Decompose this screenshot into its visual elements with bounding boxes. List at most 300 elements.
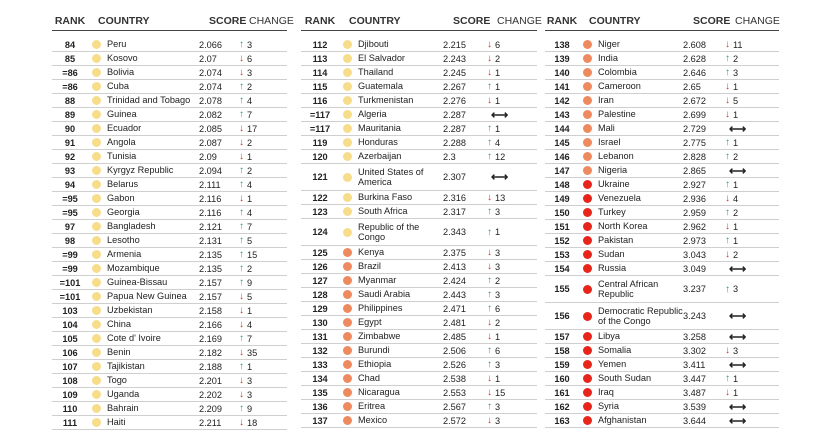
country-name: Cote d' Ivoire [107,333,161,344]
country-name: Armenia [107,249,142,260]
table-row [545,206,779,220]
score-cell: 2.481 [443,317,466,328]
country-name: Tajikistan [107,361,145,372]
score-cell: 2.729 [683,123,706,134]
rank-cell: 114 [312,67,328,78]
table-row [545,220,779,234]
score-cell: 2.215 [443,39,466,50]
rank-cell: 104 [62,319,78,330]
rank-cell: 163 [554,415,570,426]
table-row [545,358,779,372]
country-cell [339,39,443,50]
country-cell [579,263,683,274]
score-cell: 2.471 [443,303,466,314]
score-cell: 2.131 [199,235,222,246]
country-name: Mali [598,123,615,134]
table-row [52,416,287,430]
table-row [545,400,779,414]
header-country: COUNTRY [349,15,401,27]
peace-level-dot-icon [92,362,101,371]
country-cell [339,206,443,217]
country-cell [579,387,683,398]
ranking-column-1 [52,12,294,430]
rank-cell: 158 [554,345,570,356]
change-cell [487,206,537,217]
arrow-up-icon: ↑ [487,206,492,217]
table-row [52,38,287,52]
score-cell: 2.116 [199,193,222,204]
table-header [545,12,779,31]
rank-cell: 143 [554,109,570,120]
rank-cell: 149 [554,193,570,204]
country-name: Uganda [107,389,140,400]
peace-level-dot-icon [583,124,592,133]
country-name: Mexico [358,415,388,426]
score-cell: 2.074 [199,67,222,78]
rank-cell: 109 [62,389,78,400]
rank-cell: 103 [62,305,78,316]
rank-cell: 111 [62,417,78,428]
country-cell [579,53,683,64]
country-cell [88,207,199,218]
change-value: 9 [247,403,253,414]
change-cell [725,330,779,344]
rank-cell: 140 [554,67,570,78]
country-name: Honduras [358,137,398,148]
header-change: CHANGE [497,15,542,27]
table-row [301,316,537,330]
table-row [52,164,287,178]
change-cell [725,179,779,190]
country-cell [88,39,199,50]
country-name: Philippines [358,303,403,314]
arrow-down-icon: ↓ [725,193,730,204]
change-value: 1 [495,67,501,78]
change-value: 2 [733,53,739,64]
peace-level-dot-icon [343,248,352,257]
arrow-up-icon: ↑ [239,249,244,260]
table-row [301,414,537,428]
change-value: 9 [247,277,253,288]
country-cell [579,221,683,232]
table-row [545,122,779,136]
peace-level-dot-icon [583,388,592,397]
peace-level-dot-icon [583,360,592,369]
peace-level-dot-icon [343,40,352,49]
change-value: 3 [247,389,253,400]
change-value: 15 [495,387,506,398]
country-name: Israel [598,137,621,148]
rank-cell: 110 [62,403,78,414]
score-cell: 3.539 [683,401,706,412]
change-cell [487,39,537,50]
change-value: 2 [247,263,253,274]
change-cell [239,53,287,64]
score-cell: 2.343 [443,227,466,237]
table-row [301,344,537,358]
arrow-up-icon: ↑ [239,95,244,106]
change-value: 2 [247,81,253,92]
header-change: CHANGE [249,15,294,27]
table-row [52,290,287,304]
arrow-down-icon: ↓ [725,345,730,356]
country-name: Belarus [107,179,139,190]
peace-level-dot-icon [583,138,592,147]
peace-level-dot-icon [92,306,101,315]
rank-cell: =95 [62,207,78,218]
peace-level-dot-icon [92,348,101,357]
table-row [545,66,779,80]
arrow-up-icon: ↑ [725,53,730,64]
rank-cell: 136 [312,401,328,412]
country-cell [579,359,683,370]
table-row [545,80,779,94]
table-body [301,38,537,428]
peace-level-dot-icon [92,278,101,287]
change-cell [725,400,779,414]
table-row [545,330,779,344]
country-name: Azerbaijan [358,151,402,162]
rank-cell: 159 [554,359,570,370]
change-cell [239,81,287,92]
score-cell: 2.209 [199,403,222,414]
change-value: 18 [247,417,258,428]
rank-cell: 153 [554,249,570,260]
header-score: SCORE [693,15,731,27]
country-cell [579,306,683,327]
peace-level-dot-icon [583,312,592,321]
country-name: Sudan [598,249,625,260]
country-name: Tunisia [107,151,137,162]
score-cell: 2.121 [199,221,222,232]
score-cell: 2.245 [443,67,466,78]
change-cell [487,247,537,258]
rank-cell: 85 [64,53,76,64]
country-name: Democratic Republic of the Congo [598,305,683,326]
country-name: El Salvador [358,53,405,64]
change-cell [725,387,779,398]
rank-cell: 147 [554,165,570,176]
country-cell [579,39,683,50]
table-header [52,12,294,31]
score-cell: 2.973 [683,235,706,246]
peace-level-dot-icon [583,68,592,77]
header-rank: RANK [304,15,336,27]
peace-level-dot-icon [583,416,592,425]
peace-level-dot-icon [583,194,592,203]
rank-cell: 132 [312,345,328,356]
score-cell: 2.3 [443,151,456,162]
score-cell: 2.424 [443,275,466,286]
change-value: 1 [733,109,739,120]
table-row [52,234,287,248]
change-value: 4 [247,95,253,106]
arrow-up-icon: ↑ [239,221,244,232]
table-row [301,205,537,219]
table-row [52,220,287,234]
table-row [52,52,287,66]
country-name: Russia [598,263,627,274]
country-name: Bangladesh [107,221,156,232]
peace-level-dot-icon [343,228,352,237]
country-cell [339,222,443,243]
rank-cell: 116 [312,95,328,106]
score-cell: 2.865 [683,165,706,176]
country-name: Yemen [598,359,627,370]
country-cell [339,415,443,426]
change-value: 3 [495,261,501,272]
arrow-down-icon: ↓ [725,387,730,398]
arrow-up-icon: ↑ [487,151,492,162]
country-cell [88,277,199,288]
table-row [301,302,537,316]
change-value: 1 [247,193,253,204]
table-row [545,344,779,358]
change-value: 1 [733,179,739,190]
change-value: 1 [733,221,739,232]
country-name: Gabon [107,193,135,204]
change-cell [487,108,537,122]
change-cell [725,414,779,428]
country-cell [579,279,683,300]
change-cell [487,373,537,384]
country-name: Republic of the Congo [358,221,420,242]
country-cell [579,123,683,134]
arrow-down-icon: ↓ [239,151,244,162]
table-body [545,38,779,428]
peace-level-dot-icon [92,54,101,63]
change-cell [487,261,537,272]
rank-cell: 106 [62,347,78,358]
change-cell [239,123,287,134]
change-cell [487,81,537,92]
arrow-up-icon: ↑ [239,39,244,50]
change-cell [487,317,537,328]
country-name: Iraq [598,387,614,398]
arrow-down-icon: ↓ [239,417,244,428]
rank-cell: 155 [554,284,570,294]
change-value: 1 [495,331,501,342]
country-cell [339,387,443,398]
country-name: Niger [598,39,620,50]
rank-cell: 141 [554,81,570,92]
change-cell [239,235,287,246]
score-cell: 2.506 [443,345,466,356]
rank-cell: 89 [64,109,76,120]
table-row [301,94,537,108]
arrow-up-icon: ↑ [725,151,730,162]
change-value: 7 [247,333,253,344]
change-value: 7 [247,109,253,120]
table-row [301,150,537,164]
table-row [545,234,779,248]
country-name: Colombia [598,67,637,78]
country-name: Mauritania [358,123,401,134]
peace-level-dot-icon [583,152,592,161]
score-cell: 3.447 [683,373,706,384]
country-name: Guinea [107,109,137,120]
change-cell [487,331,537,342]
change-value: 1 [247,305,253,316]
change-cell [487,275,537,286]
score-cell: 2.111 [199,179,221,190]
change-value: 2 [733,207,739,218]
arrow-down-icon: ↓ [487,192,492,203]
no-change-icon: ⟷ [491,107,509,122]
score-cell: 2.243 [443,53,466,64]
score-cell: 2.182 [199,347,222,358]
change-value: 12 [495,151,506,162]
arrow-down-icon: ↓ [239,123,244,134]
arrow-down-icon: ↓ [725,39,730,50]
table-row [545,178,779,192]
change-cell [725,109,779,120]
peace-level-dot-icon [92,236,101,245]
change-cell [487,401,537,412]
country-name: Zimbabwe [358,331,401,342]
country-cell [88,347,199,358]
change-cell [239,417,287,428]
score-cell: 2.572 [443,415,466,426]
table-row [301,136,537,150]
rank-cell: 108 [62,375,78,386]
change-value: 6 [247,53,253,64]
peace-level-dot-icon [92,404,101,413]
table-row [52,136,287,150]
peace-level-dot-icon [343,276,352,285]
rank-cell: 152 [554,235,570,246]
country-name: South Sudan [598,373,652,384]
change-value: 1 [733,137,739,148]
rank-cell: 121 [312,172,328,182]
table-row [301,52,537,66]
country-cell [339,317,443,328]
header-rank: RANK [546,15,578,27]
peace-level-dot-icon [343,82,352,91]
change-cell [239,109,287,120]
table-row [545,136,779,150]
peace-level-dot-icon [343,262,352,271]
arrow-down-icon: ↓ [239,53,244,64]
table-row [52,332,287,346]
no-change-icon: ⟷ [729,357,747,372]
change-value: 3 [495,289,501,300]
country-cell [339,275,443,286]
arrow-down-icon: ↓ [487,39,492,50]
country-cell [88,67,199,78]
table-row [52,374,287,388]
country-name: Syria [598,401,619,412]
table-row [301,80,537,94]
change-value: 4 [247,319,253,330]
change-value: 35 [247,347,258,358]
country-name: Mozambique [107,263,160,274]
change-value: 2 [247,165,253,176]
score-cell: 2.157 [199,277,222,288]
table-row [52,248,287,262]
score-cell: 2.07 [199,53,217,64]
rank-cell: =99 [62,263,78,274]
arrow-up-icon: ↑ [487,275,492,286]
peace-level-dot-icon [583,264,592,273]
table-row [301,330,537,344]
change-cell [239,403,287,414]
peace-level-dot-icon [343,416,352,425]
table-row [301,38,537,52]
arrow-down-icon: ↓ [487,95,492,106]
country-cell [88,305,199,316]
country-cell [339,345,443,356]
table-row [545,386,779,400]
change-cell [725,284,779,295]
score-cell: 2.158 [199,305,222,316]
country-cell [88,109,199,120]
country-name: Chad [358,373,380,384]
country-cell [579,151,683,162]
score-cell: 2.211 [199,417,222,428]
change-value: 7 [247,221,253,232]
change-cell [487,170,537,184]
change-cell [725,67,779,78]
rank-cell: 129 [312,303,328,314]
arrow-down-icon: ↓ [725,249,730,260]
table-row [301,372,537,386]
peace-level-dot-icon [343,332,352,341]
country-cell [579,249,683,260]
country-cell [339,192,443,203]
change-cell [725,345,779,356]
country-name: Haiti [107,417,126,428]
table-body [52,38,287,430]
peace-level-dot-icon [343,110,352,119]
arrow-down-icon: ↓ [487,247,492,258]
score-cell: 2.538 [443,373,466,384]
country-cell [339,53,443,64]
arrow-up-icon: ↑ [239,109,244,120]
score-cell: 2.567 [443,401,466,412]
arrow-down-icon: ↓ [725,95,730,106]
table-row [52,150,287,164]
change-value: 2 [495,53,501,64]
peace-level-dot-icon [92,96,101,105]
country-name: Eritrea [358,401,386,412]
table-row [301,274,537,288]
arrow-up-icon: ↑ [725,137,730,148]
country-cell [339,81,443,92]
change-cell [239,263,287,274]
peace-level-dot-icon [92,418,101,427]
arrow-up-icon: ↑ [487,401,492,412]
change-value: 4 [247,179,253,190]
arrow-down-icon: ↓ [239,347,244,358]
arrow-up-icon: ↑ [239,333,244,344]
table-row [545,372,779,386]
rank-cell: =99 [62,249,78,260]
arrow-up-icon: ↑ [487,359,492,370]
score-cell: 2.413 [443,261,466,272]
table-row [52,108,287,122]
country-cell [579,193,683,204]
peace-level-dot-icon [343,290,352,299]
no-change-icon: ⟷ [729,413,747,428]
country-name: Pakistan [598,235,634,246]
change-value: 4 [247,207,253,218]
score-cell: 2.287 [443,109,466,120]
score-cell: 2.646 [683,67,706,78]
header-score: SCORE [209,15,247,27]
score-cell: 2.267 [443,81,466,92]
peace-level-dot-icon [343,318,352,327]
